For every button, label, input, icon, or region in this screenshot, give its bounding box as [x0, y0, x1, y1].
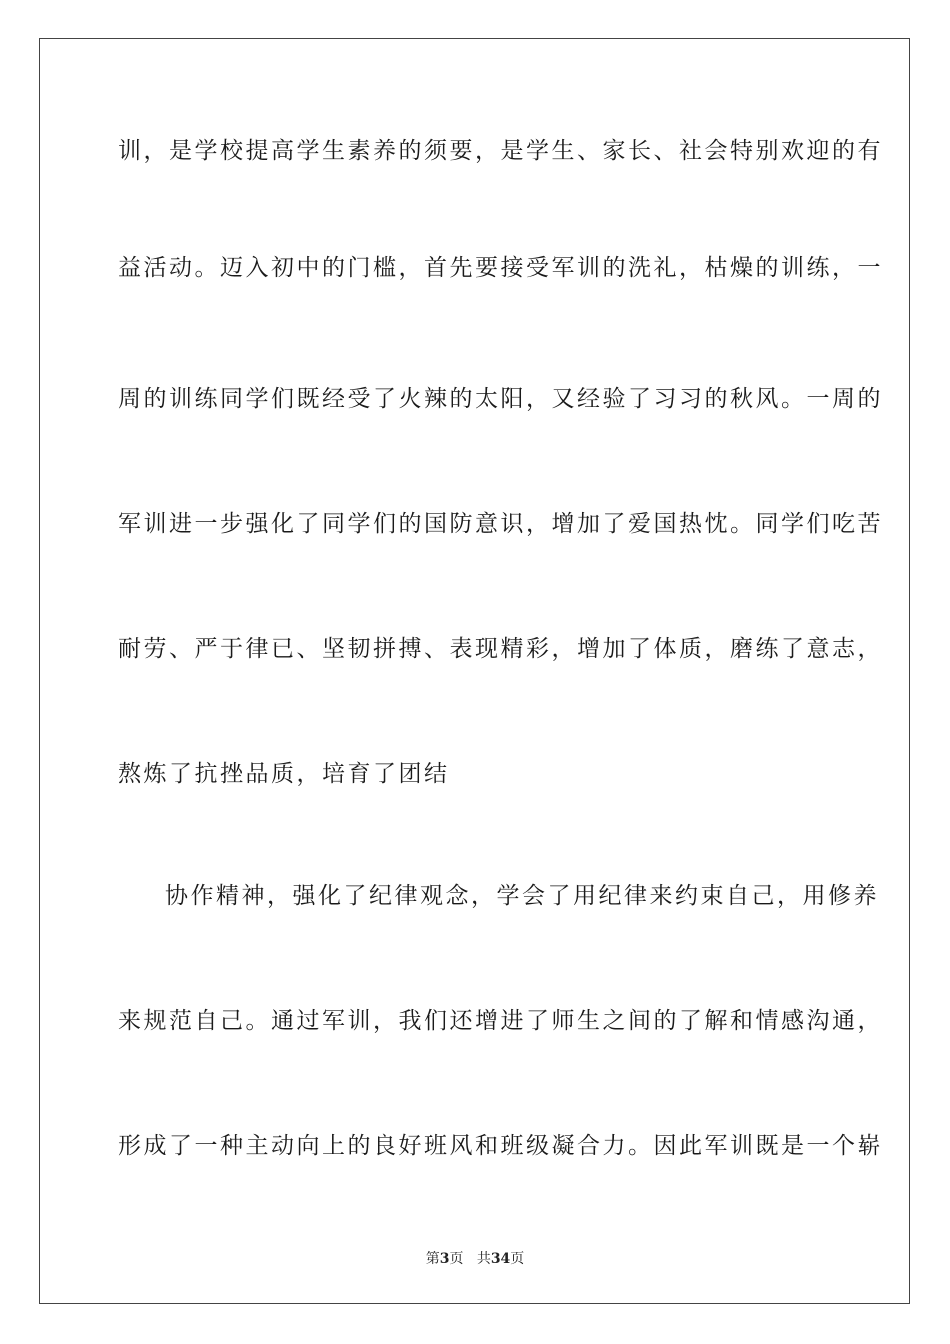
page-suffix: 页 — [449, 1251, 464, 1267]
body-text-line: 训，是学校提高学生素养的须要，是学生、家长、社会特别欢迎的有 — [118, 138, 883, 164]
body-text-line: 形成了一种主动向上的良好班风和班级凝合力。因此军训既是一个崭 — [118, 1133, 883, 1159]
total-pages: 34 — [490, 1251, 511, 1267]
body-text-line: 周的训练同学们既经受了火辣的太阳，又经验了习习的秋风。一周的 — [118, 386, 883, 412]
total-suffix: 页 — [510, 1251, 525, 1267]
body-text-line: 益活动。迈入初中的门槛，首先要接受军训的洗礼，枯燥的训练，一 — [118, 255, 883, 281]
body-text-line: 熬炼了抗挫品质，培育了团结 — [118, 761, 450, 787]
body-text-line: 来规范自己。通过军训，我们还增进了师生之间的了解和情感沟通， — [118, 1008, 883, 1034]
total-prefix: 共 — [476, 1251, 491, 1267]
paragraph-first-line: 协作精神，强化了纪律观念，学会了用纪律来约束自己，用修养 — [165, 883, 879, 909]
page-frame — [39, 38, 910, 1304]
body-text-line: 军训进一步强化了同学们的国防意识，增加了爱国热忱。同学们吃苦 — [118, 511, 883, 537]
body-text-line: 耐劳、严于律已、坚韧拼搏、表现精彩，增加了体质，磨练了意志， — [118, 636, 883, 662]
page-prefix: 第 — [425, 1251, 440, 1267]
page-footer — [0, 1248, 950, 1268]
page-number: 3 — [439, 1251, 450, 1267]
